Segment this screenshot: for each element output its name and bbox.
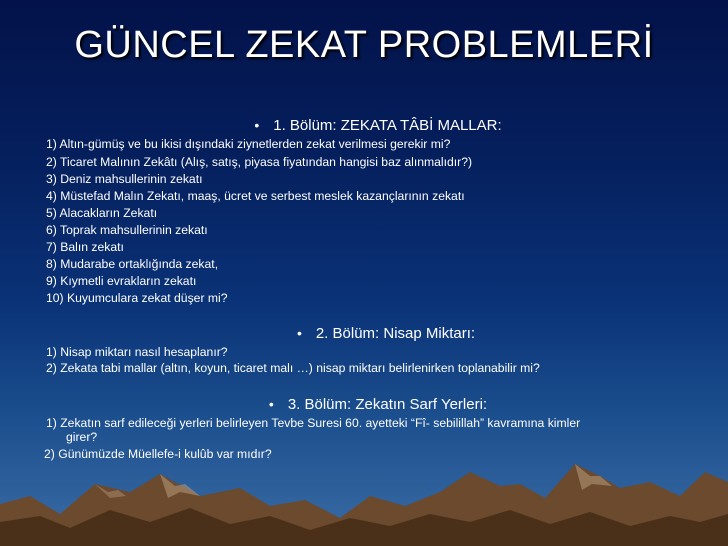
section2-item-1: 1) Nisap miktarı nasıl hesaplanır? — [46, 345, 228, 359]
section1-item-3: 3) Deniz mahsullerinin zekatı — [46, 172, 203, 186]
section2-heading — [22, 325, 728, 342]
section1-item-4: 4) Müstefad Malın Zekatı, maaş, ücret ve serbest meslek kazançlarının zekatı — [46, 189, 465, 203]
section3-item-2: 2) Günümüzde Müellefe-i kulûb var mıdır? — [44, 447, 272, 461]
section3-heading-text: 3. Bölüm: Zekatın Sarf Yerleri: — [287, 396, 488, 413]
section1-item-10: 10) Kuyumculara zekat düşer mi? — [46, 291, 228, 305]
section2-heading-text: 2. Bölüm: Nisap Miktarı: — [315, 325, 476, 342]
section1-item-9: 9) Kıymetli evrakların zekatı — [46, 274, 197, 288]
section1-item-2: 2) Ticaret Malının Zekâtı (Alış, satış, piyasa fiyatından hangisi baz alınmalıdır?) — [46, 155, 473, 169]
section1-item-8: 8) Mudarabe ortaklığında zekat, — [46, 257, 219, 271]
section1-item-5: 5) Alacakların Zekatı — [46, 206, 158, 220]
section1-item-6: 6) Toprak mahsullerinin zekatı — [46, 223, 208, 237]
bullet-icon: • — [296, 325, 302, 341]
section3-item-1-line2: girer? — [66, 430, 98, 444]
section1-item-1: 1) Altın-gümüş ve bu ikisi dışındaki ziynetlerden zekat verilmesi gerekir mi? — [46, 137, 451, 151]
section1-heading-text: 1. Bölüm: ZEKATA TÂBİ MALLAR: — [273, 117, 502, 134]
bullet-icon: • — [254, 117, 260, 133]
section3-heading — [14, 396, 728, 413]
bullet-icon: • — [268, 396, 274, 412]
section2-item-2: 2) Zekata tabi mallar (altın, koyun, ticaret malı …) nisap miktarı belirlenirken toplanabilir mi? — [46, 361, 540, 375]
section3-item-1-line1: 1) Zekatın sarf edileceği yerleri belirleyen Tevbe Suresi 60. ayetteki “Fî- sebilillah” kavramına kimler — [46, 416, 581, 430]
mountain-range-icon — [0, 426, 728, 546]
slide-title: GÜNCEL ZEKAT PROBLEMLERİ — [74, 24, 654, 66]
section1-item-7: 7) Balın zekatı — [46, 240, 124, 254]
section1-heading — [14, 117, 728, 134]
